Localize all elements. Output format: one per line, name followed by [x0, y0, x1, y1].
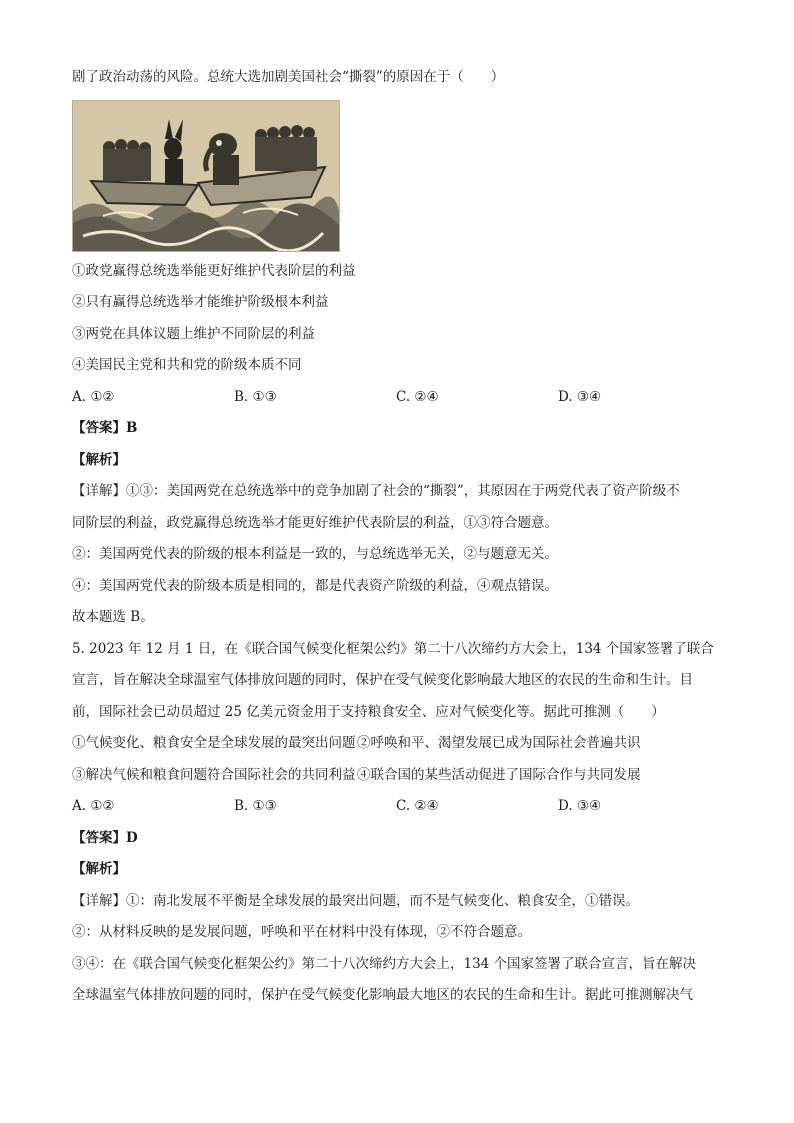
q5-options — [72, 791, 732, 823]
q4-item-2: ②只有赢得总统选举才能维护阶级根本利益 — [72, 294, 329, 310]
q5-detail-line-1: 【详解】①：南北发展不平衡是全球发展的最突出问题，而不是气候变化、粮食安全，①错误。 — [72, 892, 639, 909]
q5-stem-line-1: 5. 2023 年 12 月 1 日，在《联合国气候变化框架公约》第二十八次缔约方大会上，134 个国家签署了联合 — [72, 640, 714, 657]
document-page — [72, 62, 732, 1012]
q4-detail-line-2: 同阶层的利益，政党赢得总统选举才能更好维护代表阶层的利益，①③符合题意。 — [72, 514, 558, 531]
q5-stem-line-3: 前，国际社会已动员超过 25 亿美元资金用于支持粮食安全、应对气候变化等。据此可推测（ ） — [72, 703, 665, 720]
q4-detail-line-1: 【详解】①③：美国两党在总统选举中的竞争加剧了社会的“撕裂”，其原因在于两党代表了资产阶级不 — [72, 483, 680, 499]
q5-stem-line-2: 宣言，旨在解决全球温室气体排放问题的同时，保护在受气候变化影响最大地区的农民的生命和生计。目 — [72, 672, 693, 688]
q4-option-b: B. ①③ — [234, 388, 277, 405]
q5-option-d: D. ③④ — [558, 798, 602, 814]
cartoon-drawing — [73, 101, 339, 251]
political-cartoon-image — [72, 100, 340, 252]
q5-option-a: A. ①② — [72, 798, 115, 814]
q5-item-2: ②呼唤和平、渴望发展已成为国际社会普遍共识 — [357, 735, 641, 751]
q4-option-a: A. ①② — [72, 388, 115, 405]
q5-items-row-1 — [72, 728, 732, 760]
q5-option-c: C. ②④ — [396, 798, 439, 814]
q5-detail-line-3: ③④：在《联合国气候变化框架公约》第二十八次缔约方大会上，134 个国家签署了联合宣言，旨在解决 — [72, 955, 697, 972]
q5-option-b: B. ①③ — [234, 798, 277, 814]
q5-item-3: ③解决气候和粮食问题符合国际社会的共同利益 — [72, 766, 356, 783]
q4-analysis-label: 【解析】 — [72, 451, 126, 468]
q4-item-1: ①政党赢得总统选举能更好维护代表阶层的利益 — [72, 262, 356, 279]
q4-answer: 【答案】B — [72, 420, 138, 436]
q5-item-4: ④联合国的某些活动促进了国际合作与共同发展 — [357, 766, 641, 783]
q4-item-4: ④美国民主党和共和党的阶级本质不同 — [72, 357, 302, 373]
q5-analysis-label: 【解析】 — [72, 861, 126, 877]
q5-item-1: ①气候变化、粮食安全是全球发展的最突出问题 — [72, 735, 356, 751]
q5-items-row-2 — [72, 760, 732, 792]
q5-detail-line-4: 全球温室气体排放问题的同时，保护在受气候变化影响最大地区的农民的生命和生计。据此可推测解决气 — [72, 987, 693, 1003]
q4-options — [72, 382, 732, 414]
q4-detail-line-4: ④：美国两党代表的阶级本质是相同的，都是代表资产阶级的利益，④观点错误。 — [72, 577, 558, 594]
q4-option-c: C. ②④ — [396, 388, 439, 405]
q4-item-3: ③两党在具体议题上维护不同阶层的利益 — [72, 325, 315, 342]
q5-answer: 【答案】D — [72, 829, 138, 846]
q4-conclusion: 故本题选 B。 — [72, 609, 154, 625]
q4-option-d: D. ③④ — [558, 388, 602, 405]
q5-detail-line-2: ②：从材料反映的是发展问题，呼唤和平在材料中没有体现，②不符合题意。 — [72, 924, 531, 940]
q4-stem-tail: 剧了政治动荡的风险。总统大选加剧美国社会“撕裂”的原因在于（ ） — [72, 69, 505, 85]
q4-detail-line-3: ②：美国两党代表的阶级的根本利益是一致的，与总统选举无关，②与题意无关。 — [72, 546, 558, 562]
